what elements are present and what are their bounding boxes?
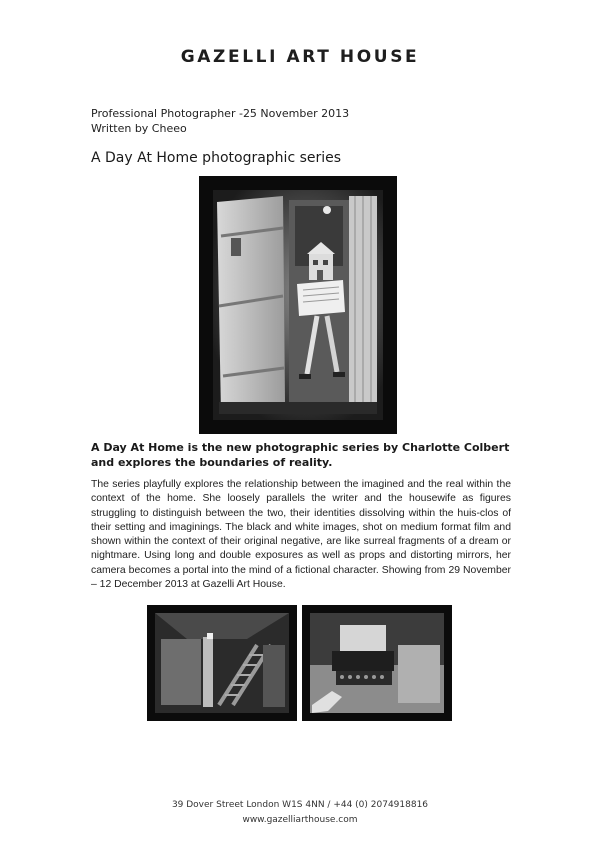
brand-title: GAZELLI ART HOUSE — [180, 47, 420, 67]
byline: Written by Cheeo — [91, 122, 187, 135]
thumbnail-typewriter — [302, 605, 452, 721]
main-photograph — [199, 176, 397, 434]
article-meta — [91, 106, 349, 136]
source-line: Professional Photographer -25 November 2013 — [91, 107, 350, 120]
article-title: A Day At Home photographic series — [91, 150, 342, 166]
article-lead: A Day At Home is the new photographic series by Charlotte Colbert and explores the boundaries of reality. — [91, 441, 510, 469]
footer-website-link[interactable]: www.gazelliarthouse.com — [242, 815, 358, 825]
footer-address: 39 Dover Street London W1S 4NN / +44 (0) 2074918816 — [171, 800, 429, 810]
article-body: The series playfully explores the relationship between the imagined and the real within the context of the home. She loosely parallels the writer and the housewife as figures struggling to distinguish between the two, their identities dissolving within the huis-clos of their setting and imaginings. The black and white images, shot on medium format film and shown within the context of their original negative, are like surreal fragments of a dream or nightmare. Using long and double exposures as well as props and distorting mirrors, her camera becomes a portal into the mind of a fictional character. Showing from 29 November – 12 December 2013 at Gazelli Art House. — [91, 479, 511, 591]
thumbnail-attic — [147, 605, 297, 721]
